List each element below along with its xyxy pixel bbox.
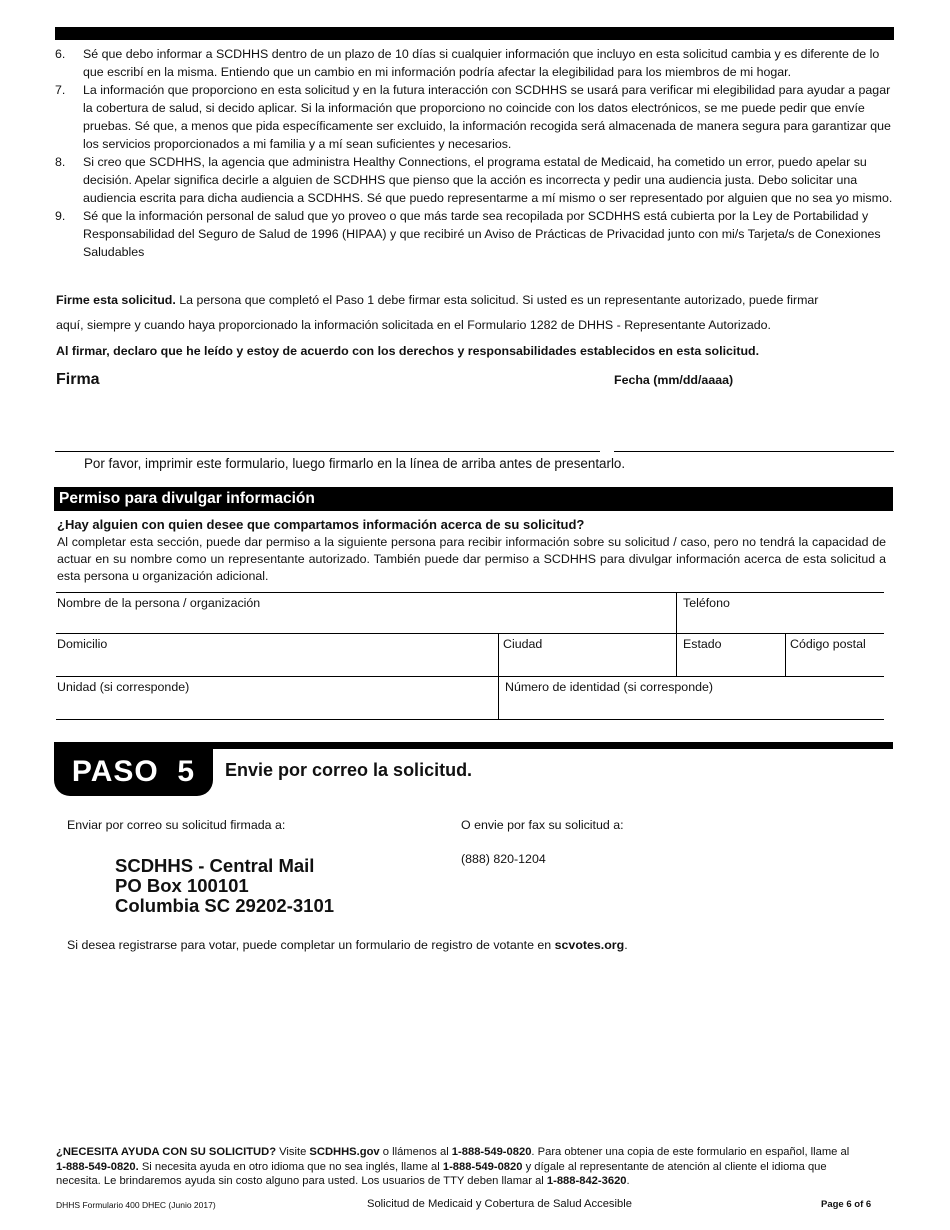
sign-instruction-line1: Firme esta solicitud. La persona que completó el Paso 1 debe firmar esta solicitud. Si usted es un representante autorizado, puede firmar [56, 293, 819, 307]
unit-field[interactable]: Unidad (si corresponde) [57, 680, 190, 694]
scdhhs-link[interactable]: SCDHHS.gov [309, 1146, 380, 1158]
voter-registration-note: Si desea registrarse para votar, puede completar un formulario de registro de votante en scvotes.org. [67, 938, 628, 952]
permission-question: ¿Hay alguien con quien desee que compartamos información acerca de su solicitud? [57, 517, 585, 532]
permission-body: Al completar esta sección, puede dar permiso a la siguiente persona para recibir información sobre su solicitud / caso, pero no tendrá la capacidad de actuar en su nombre como un representante autorizado. También puede dar permiso a SCDHHS para divulgar información acerca de esta solicitud a esta persona u organización adicional. [57, 535, 886, 583]
permission-section-header: Permiso para divulgar información [54, 487, 893, 511]
form-title: Solicitud de Medicaid y Cobertura de Salud Accesible [367, 1198, 632, 1210]
state-field[interactable]: Estado [683, 637, 722, 651]
step5-title: Envie por correo la solicitud. [225, 760, 473, 780]
mailing-address: SCDHHS - Central Mail PO Box 100101 Columbia SC 29202-3101 [115, 855, 335, 916]
top-rule [55, 27, 894, 40]
form-divider [498, 633, 499, 719]
name-field[interactable]: Nombre de la persona / organización [57, 596, 261, 610]
sign-declaration: Al firmar, declaro que he leído y estoy de acuerdo con los derechos y responsabilidades establecidos en esta solicitud. [56, 344, 760, 358]
mail-label: Enviar por correo su solicitud firmada a: [67, 818, 286, 832]
form-border [56, 592, 884, 593]
signature-field[interactable] [55, 451, 600, 452]
date-field[interactable] [614, 451, 894, 452]
city-field[interactable]: Ciudad [503, 637, 543, 651]
fax-label: O envie por fax su solicitud a: [461, 818, 624, 832]
page-number: Page 6 of 6 [821, 1199, 872, 1210]
fax-number: (888) 820-1204 [461, 852, 546, 866]
step5-tab: PASO 5 [54, 745, 213, 796]
list-item: 7. La información que proporciono en esta solicitud y en la futura interacción con SCDHHS se usará para verificar mi elegibilidad para ayudar a pagar la cobertura de salud, si decido aplicar. Si la información que proporciono no coincide con los datos electrónicos, se me puede pedir que envíe pruebas. Sé que, a menos que pida específicamente ser excluido, la información recogida será almacenada de manera segura para garantizar que los servicios proporcionados a mi familia y a mí sean suficientes y necesarios. [55, 83, 891, 151]
scvotes-link[interactable]: scvotes.org [554, 938, 625, 952]
signature-label: Firma [56, 371, 100, 388]
list-item: 8. Si creo que SCDHHS, la agencia que administra Healthy Connections, el programa estatal de Medicaid, ha cometido un error, puedo apelar su decisión. Apelar significa decirle a alguien de SCDHHS que pienso que la acción es incorrecta y pedir una audiencia justa. Debo solicitar una audiencia escrita para dicha audiencia a SCDHHS. Sé que puedo representarme a mí mismo o ser representado por alguien que no sea yo mismo. [55, 155, 893, 205]
sign-instruction-line2: aquí, siempre y cuando haya proporcionado la información solicitada en el Formulario 1282 de DHHS - Representante Autorizado. [56, 318, 771, 332]
list-item: 9. Sé que la información personal de salud que yo proveo o que más tarde sea recopilada por SCDHHS está cubierta por la Ley de Portabilidad y Responsabilidad del Seguro de Salud de 1996 (HIPAA) y que recibiré un Aviso de Prácticas de Privacidad junto con mi/s Tarjeta/s de Conexiones Saludables [55, 209, 881, 259]
id-number-field[interactable]: Número de identidad (si corresponde) [505, 680, 713, 694]
rights-list [55, 45, 900, 261]
zip-field[interactable]: Código postal [790, 637, 866, 651]
form-id: DHHS Formulario 400 DHEC (Junio 2017) [56, 1200, 216, 1210]
form-divider [785, 633, 786, 676]
address-field[interactable]: Domicilio [57, 637, 108, 651]
form-border [56, 676, 884, 677]
form-divider [676, 592, 677, 676]
phone-field[interactable]: Teléfono [683, 596, 730, 610]
form-border [56, 633, 884, 634]
list-item: 6. Sé que debo informar a SCDHHS dentro de un plazo de 10 días si cualquier información que incluyo en esta solicitud cambia y es diferente de lo que escribí en la misma. Entiendo que un cambio en mi información podría afectar la elegibilidad para los miembros de mi hogar. [55, 47, 880, 79]
date-label: Fecha (mm/dd/aaaa) [614, 373, 734, 387]
footer-help: ¿NECESITA AYUDA CON SU SOLICITUD? Visite SCDHHS.gov o llámenos al 1-888-549-0820. Para obtener una copia de este formulario en español, llame al 1-888-549-0820. Si necesita ayuda en otro idioma que no sea inglés, llame al 1-888-549-0820 y dígale al representante de atención al cliente el idioma que necesita. Le brindaremos ayuda sin costo alguno para usted. Los usuarios de TTY deben llamar al 1-888-842-3620. [56, 1146, 850, 1188]
form-border [56, 719, 884, 720]
print-note: Por favor, imprimir este formulario, luego firmarlo en la línea de arriba antes de presentarlo. [84, 456, 626, 471]
